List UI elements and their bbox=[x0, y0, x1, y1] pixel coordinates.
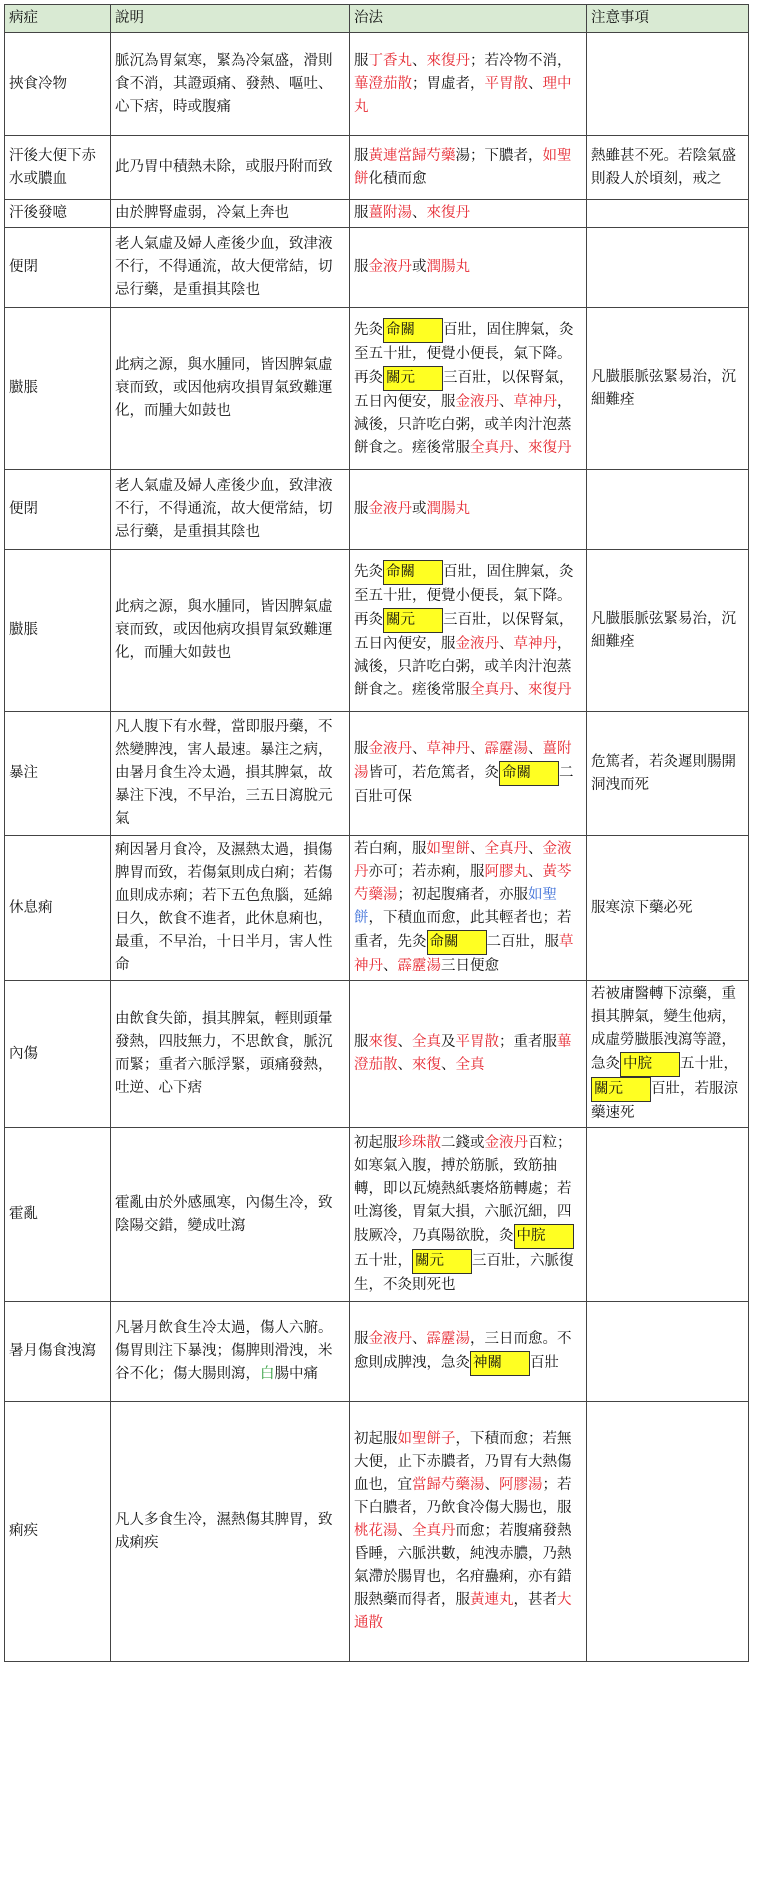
treatment-cell bbox=[350, 470, 587, 550]
text-segment: 三百壯，以保腎氣，五日內便安，服 bbox=[354, 369, 574, 410]
text-segment: 五十壯， bbox=[680, 1056, 738, 1072]
text-segment: 、 bbox=[412, 1330, 427, 1347]
acupoint-highlight: 中脘 bbox=[620, 1052, 680, 1077]
note-cell: 服寒涼下藥必死 bbox=[587, 836, 749, 981]
text-segment: 、 bbox=[412, 205, 427, 221]
text-segment: 、 bbox=[383, 958, 398, 974]
remedy-name: 如聖餅 bbox=[354, 887, 557, 926]
text-segment: 二百壯，服 bbox=[486, 934, 559, 950]
disease-cell: 暑月傷食洩瀉 bbox=[5, 1302, 111, 1402]
text-segment: 服 bbox=[354, 205, 369, 221]
remedy-name: 金液丹 bbox=[368, 1330, 412, 1347]
acupoint-highlight: 命關 bbox=[383, 560, 443, 585]
disease-cell: 臌脹 bbox=[5, 308, 111, 470]
text-segment: 初起服 bbox=[354, 1431, 398, 1447]
disease-cell: 便閉 bbox=[5, 228, 111, 308]
text-segment: ，減後，只許吃白粥，或羊肉汁泡蒸餅食之。瘥後常服 bbox=[354, 393, 572, 456]
note-cell: 危篤者，若灸遲則腸開洞洩而死 bbox=[587, 712, 749, 836]
remedy-name: 草神丹 bbox=[513, 393, 557, 410]
remedy-name: 薑附湯 bbox=[368, 205, 412, 221]
table-row bbox=[5, 308, 749, 470]
explanation-cell: 凡人腹下有水聲，當即服丹藥，不然變脾洩，害人最速。暴注之病，由暑月食生冷太過，損其脾氣，故暴注下洩，不早治，三五日瀉脫元氣 bbox=[111, 712, 350, 836]
table-row bbox=[5, 200, 749, 228]
disease-cell: 暴注 bbox=[5, 712, 111, 836]
remedy-name: 來復丹 bbox=[528, 681, 572, 698]
text-segment: 服 bbox=[354, 1034, 369, 1050]
text-segment: 三百壯，六脈復生，不灸則死也 bbox=[354, 1253, 574, 1293]
remedy-name: 阿膠丸 bbox=[484, 864, 528, 880]
remedy-name: 金液丹 bbox=[368, 501, 412, 517]
remedy-name: 金液丹 bbox=[368, 259, 412, 275]
acupoint-highlight: 神關 bbox=[470, 1351, 530, 1376]
acupoint-highlight: 關元 bbox=[412, 1249, 472, 1274]
text-segment: 、 bbox=[528, 75, 543, 92]
remedy-name: 桃花湯 bbox=[354, 1523, 398, 1539]
text-segment: 服 bbox=[354, 52, 369, 69]
note-cell bbox=[587, 228, 749, 308]
disease-cell: 臌脹 bbox=[5, 550, 111, 712]
explanation-cell: 痢因暑月食冷，及濕熱太過，損傷脾胃而致，若傷氣則成白痢；若傷血則成赤痢；若下五色魚腦，延綿日久，飲食不進者，此休息痢也，最重，不早治，十日半月，害人性命 bbox=[111, 836, 350, 981]
text-segment: ；若冷物不消， bbox=[470, 52, 572, 69]
remedy-name: 全真丹 bbox=[484, 841, 528, 857]
text-segment: 、 bbox=[412, 741, 427, 757]
remedy-name: 當歸芍藥湯 bbox=[412, 1477, 485, 1493]
text-segment: 五十壯， bbox=[354, 1253, 412, 1269]
disease-cell: 汗後發噫 bbox=[5, 200, 111, 228]
text-segment: 或 bbox=[412, 259, 427, 275]
text-segment: ；初起腹痛者，亦服 bbox=[397, 887, 528, 903]
remedy-name: 黃連當歸芍藥 bbox=[368, 147, 456, 164]
explanation-cell: 脈沉為胃氣寒，緊為冷氣盛，滑則食不消，其證頭痛、發熱、嘔吐、心下痞，時或腹痛 bbox=[111, 33, 350, 136]
note-cell bbox=[587, 1402, 749, 1662]
disease-cell: 內傷 bbox=[5, 981, 111, 1128]
text-segment: 凡暑月飲食生冷太過，傷人六腑。傷胃則注下暴洩；傷脾則滑洩，米谷不化；傷大腸則瀉， bbox=[115, 1320, 333, 1382]
table-row bbox=[5, 836, 749, 981]
remedy-name: 平胃散 bbox=[455, 1034, 499, 1050]
text-segment: 腸中痛 bbox=[274, 1366, 318, 1382]
text-segment: 先灸 bbox=[354, 321, 383, 338]
disease-cell: 便閉 bbox=[5, 470, 111, 550]
table-row bbox=[5, 1402, 749, 1662]
remedy-name: 全真 bbox=[412, 1034, 441, 1050]
text-segment: 、 bbox=[499, 393, 514, 410]
text-segment: 服 bbox=[354, 501, 369, 517]
explanation-cell: 霍亂由於外感風寒，內傷生冷，致陰陽交錯，變成吐瀉 bbox=[111, 1128, 350, 1302]
disease-table bbox=[4, 4, 749, 1662]
table-row bbox=[5, 136, 749, 200]
explanation-cell: 老人氣虛及婦人產後少血，致津液不行，不得通流，故大便常結，切忌行藥，是重損其陰也 bbox=[111, 470, 350, 550]
remedy-name: 霹靂湯 bbox=[484, 741, 528, 757]
disease-cell: 霍亂 bbox=[5, 1128, 111, 1302]
text-segment: 、 bbox=[470, 841, 485, 857]
explanation-cell: 由飲食失節，損其脾氣，輕則頭暈發熱，四肢無力，不思飲食，脈沉而緊；重者六脈浮緊，頭痛發熱，吐逆、心下痞 bbox=[111, 981, 350, 1128]
text-segment: 、 bbox=[441, 1057, 456, 1073]
text-segment: 百壯，固住脾氣，灸至五十壯，便覺小便長，氣下降。再灸 bbox=[354, 321, 574, 386]
treatment-cell bbox=[350, 228, 587, 308]
remedy-name: 來復 bbox=[412, 1057, 441, 1073]
note-cell bbox=[587, 981, 749, 1128]
header-notes: 注意事項 bbox=[587, 5, 749, 33]
text-segment: 、 bbox=[484, 1477, 499, 1493]
disease-cell: 休息痢 bbox=[5, 836, 111, 981]
remedy-name: 黃芩芍藥湯 bbox=[354, 864, 572, 903]
acupoint-highlight: 中脘 bbox=[514, 1224, 574, 1249]
treatment-cell bbox=[350, 200, 587, 228]
text-segment: 服 bbox=[354, 147, 369, 164]
header-explanation: 說明 bbox=[111, 5, 350, 33]
remedy-name: 蓽澄茄散 bbox=[354, 1034, 572, 1073]
disease-cell: 痢疾 bbox=[5, 1402, 111, 1662]
remedy-name: 金液丹 bbox=[455, 393, 499, 410]
text-segment: 服 bbox=[354, 741, 369, 757]
note-cell bbox=[587, 200, 749, 228]
text-segment: 、 bbox=[513, 439, 528, 456]
text-segment: 、 bbox=[397, 1523, 412, 1539]
text-segment: 化積而愈 bbox=[368, 170, 427, 187]
text-segment: ，下積血而愈，此其輕者也；若重者，先灸 bbox=[354, 910, 572, 950]
treatment-cell bbox=[350, 712, 587, 836]
note-cell: 凡臌脹脈弦緊易治，沉細難痊 bbox=[587, 550, 749, 712]
remedy-name: 如聖餅 bbox=[426, 841, 470, 857]
acupoint-highlight: 命關 bbox=[499, 761, 559, 786]
note-cell bbox=[587, 33, 749, 136]
text-segment: 、 bbox=[470, 741, 485, 757]
remedy-name: 如聖餅子 bbox=[397, 1431, 456, 1447]
table-row bbox=[5, 981, 749, 1128]
treatment-cell bbox=[350, 33, 587, 136]
remedy-name: 霹靂湯 bbox=[397, 958, 441, 974]
text-segment: ，減後，只許吃白粥，或羊肉汁泡蒸餅食之。瘥後常服 bbox=[354, 635, 572, 698]
remedy-name: 全真丹 bbox=[412, 1523, 456, 1539]
treatment-cell bbox=[350, 1302, 587, 1402]
text-segment: 服 bbox=[354, 1330, 369, 1347]
remedy-name: 平胃散 bbox=[484, 75, 528, 92]
text-segment: 百粒；如寒氣入腹，搏於筋脈，致筋抽轉，即以瓦燒熱紙裹烙筋轉處；若吐瀉後，胃氣大損，六脈沉細，四肢厥冷，乃真陽欲脫，灸 bbox=[354, 1135, 572, 1244]
remedy-name: 潤腸丸 bbox=[426, 259, 470, 275]
remedy-name: 來復丹 bbox=[528, 439, 572, 456]
treatment-cell bbox=[350, 836, 587, 981]
treatment-cell bbox=[350, 1128, 587, 1302]
text-segment: 、 bbox=[513, 681, 528, 698]
text-segment: 亦可；若赤痢，服 bbox=[368, 864, 485, 880]
remedy-name: 潤腸丸 bbox=[426, 501, 470, 517]
text-segment: 百壯 bbox=[530, 1354, 559, 1371]
table-row bbox=[5, 712, 749, 836]
acupoint-highlight: 命關 bbox=[427, 930, 487, 955]
text-segment: 先灸 bbox=[354, 563, 383, 580]
note-cell bbox=[587, 1302, 749, 1402]
explanation-cell bbox=[111, 1302, 350, 1402]
remedy-name: 阿膠湯 bbox=[499, 1477, 543, 1493]
remedy-name: 薑附湯 bbox=[354, 741, 572, 781]
table-row bbox=[5, 33, 749, 136]
remedy-name: 丁香丸 bbox=[368, 52, 412, 69]
highlight-text: 白 bbox=[260, 1366, 275, 1382]
text-segment: ，三日而愈。不愈則成脾洩，急灸 bbox=[354, 1330, 572, 1371]
remedy-name: 來復 bbox=[368, 1034, 398, 1050]
text-segment: 皆可，若危篤者，灸 bbox=[368, 765, 499, 781]
note-cell: 凡臌脹脈弦緊易治，沉細難痊 bbox=[587, 308, 749, 470]
text-segment: 、 bbox=[528, 741, 543, 757]
note-cell bbox=[587, 470, 749, 550]
acupoint-highlight: 命關 bbox=[383, 318, 443, 343]
text-segment: 及 bbox=[441, 1034, 456, 1050]
remedy-name: 金液丹 bbox=[455, 635, 499, 652]
remedy-name: 草神丹 bbox=[354, 934, 574, 974]
text-segment: ；若下白膿者，乃飲食冷傷大腸也，服 bbox=[354, 1477, 572, 1516]
text-segment: 二百壯可保 bbox=[354, 765, 574, 805]
explanation-cell: 由於脾腎虛弱，冷氣上奔也 bbox=[111, 200, 350, 228]
acupoint-highlight: 關元 bbox=[383, 608, 443, 633]
treatment-cell bbox=[350, 1402, 587, 1662]
remedy-name: 來復丹 bbox=[426, 52, 470, 69]
text-segment: 、 bbox=[499, 635, 514, 652]
remedy-name: 如聖餅 bbox=[354, 147, 572, 187]
treatment-cell bbox=[350, 136, 587, 200]
treatment-cell bbox=[350, 550, 587, 712]
text-segment: ，甚者 bbox=[513, 1592, 557, 1608]
text-segment: 三日便愈 bbox=[441, 958, 499, 974]
acupoint-highlight: 關元 bbox=[591, 1077, 651, 1102]
text-segment: 或 bbox=[412, 501, 427, 517]
remedy-name: 霹靂湯 bbox=[426, 1330, 470, 1347]
text-segment: 初起服 bbox=[354, 1135, 398, 1151]
explanation-cell: 此乃胃中積熱未除，或服丹附而致 bbox=[111, 136, 350, 200]
text-segment: 、 bbox=[528, 864, 543, 880]
header-disease: 病症 bbox=[5, 5, 111, 33]
explanation-cell: 凡人多食生冷，濕熱傷其脾胃，致成痢疾 bbox=[111, 1402, 350, 1662]
text-segment: 百壯，若服涼藥速死 bbox=[591, 1081, 738, 1121]
explanation-cell: 此病之源，與水腫同，皆因脾氣虛衰而致，或因他病攻損胃氣致難運化，而腫大如鼓也 bbox=[111, 550, 350, 712]
remedy-name: 金液丹 bbox=[354, 841, 572, 880]
table-row bbox=[5, 550, 749, 712]
disease-cell: 汗後大便下赤水或膿血 bbox=[5, 136, 111, 200]
table-row bbox=[5, 1302, 749, 1402]
header-treatment: 治法 bbox=[350, 5, 587, 33]
treatment-cell bbox=[350, 981, 587, 1128]
text-segment: ，下積而愈；若無大便，止下赤膿者，乃胃有大熱傷血也，宜 bbox=[354, 1431, 572, 1493]
text-segment: 、 bbox=[397, 1057, 412, 1073]
text-segment: ；胃虛者， bbox=[412, 75, 485, 92]
remedy-name: 金液丹 bbox=[484, 1135, 528, 1151]
table-row bbox=[5, 1128, 749, 1302]
text-segment: 二錢或 bbox=[441, 1135, 485, 1151]
header-row bbox=[5, 5, 749, 33]
text-segment: 三百壯，以保腎氣，五日內便安，服 bbox=[354, 611, 574, 652]
explanation-cell: 老人氣虛及婦人產後少血，致津液不行，不得通流，故大便常結，切忌行藥，是重損其陰也 bbox=[111, 228, 350, 308]
remedy-name: 金液丹 bbox=[368, 741, 412, 757]
explanation-cell: 此病之源，與水腫同，皆因脾氣虛衰而致，或因他病攻損胃氣致難運化，而腫大如鼓也 bbox=[111, 308, 350, 470]
text-segment: ；重者服 bbox=[499, 1034, 557, 1050]
text-segment: 若白痢，服 bbox=[354, 841, 427, 857]
text-segment: 湯；下膿者， bbox=[455, 147, 543, 164]
remedy-name: 全真丹 bbox=[470, 681, 514, 698]
table-row bbox=[5, 470, 749, 550]
text-segment: 百壯，固住脾氣，灸至五十壯，便覺小便長，氣下降。再灸 bbox=[354, 563, 574, 628]
text-segment: 若被庸醫轉下涼藥，重損其脾氣，變生他病，成虛勞臌脹洩瀉等證，急灸 bbox=[591, 986, 736, 1072]
remedy-name: 全真 bbox=[455, 1057, 485, 1073]
remedy-name: 蓽澄茄散 bbox=[354, 75, 412, 92]
text-segment: 服 bbox=[354, 259, 369, 275]
remedy-name: 來復丹 bbox=[426, 205, 470, 221]
text-segment: 、 bbox=[528, 841, 543, 857]
acupoint-highlight: 關元 bbox=[383, 366, 443, 391]
remedy-name: 珍珠散 bbox=[397, 1135, 441, 1151]
remedy-name: 大通散 bbox=[354, 1592, 572, 1631]
text-segment: 、 bbox=[397, 1034, 412, 1050]
remedy-name: 草神丹 bbox=[513, 635, 557, 652]
remedy-name: 黃連丸 bbox=[470, 1592, 514, 1608]
treatment-cell bbox=[350, 308, 587, 470]
text-segment: 而愈；若腹痛發熱昏睡，六脈洪數，純洩赤膿，乃熱氣滯於腸胃也，名疳蠱痢，亦有錯服熱藥而得者，服 bbox=[354, 1523, 572, 1608]
text-segment: 、 bbox=[412, 52, 427, 69]
remedy-name: 草神丹 bbox=[426, 741, 470, 757]
note-cell: 熱雖甚不死。若陰氣盛則殺人於頃刻，戒之 bbox=[587, 136, 749, 200]
table-row bbox=[5, 228, 749, 308]
remedy-name: 全真丹 bbox=[470, 439, 514, 456]
remedy-name: 理中丸 bbox=[354, 75, 572, 115]
note-cell bbox=[587, 1128, 749, 1302]
disease-cell: 挾食冷物 bbox=[5, 33, 111, 136]
